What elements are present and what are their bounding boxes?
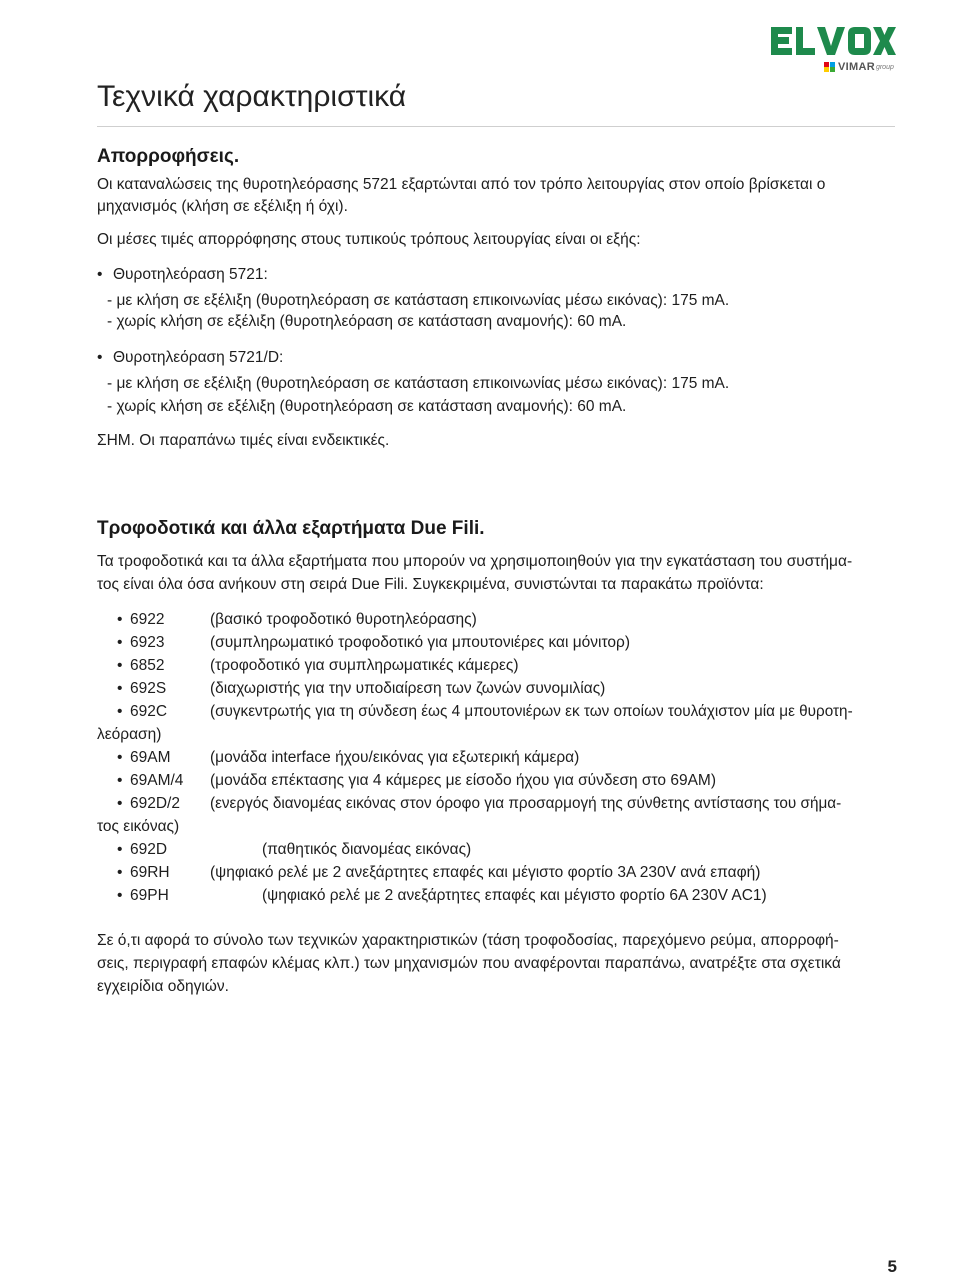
- product-desc: (μονάδα interface ήχου/εικόνας για εξωτερική κάμερα): [210, 749, 580, 766]
- device-line: - με κλήση σε εξέλιξη (θυροτηλεόραση σε κατάσταση επικοινωνίας μέσω εικόνας): 175 mA.: [107, 292, 730, 309]
- product-desc: (τροφοδοτικό για συμπληρωματικές κάμερες): [210, 657, 519, 674]
- product-desc: (βασικό τροφοδοτικό θυροτηλεόρασης): [210, 611, 477, 628]
- absorption-note: ΣΗΜ. Οι παραπάνω τιμές είναι ενδεικτικές.: [97, 432, 390, 449]
- device-line: - χωρίς κλήση σε εξέλιξη (θυροτηλεόραση σε κατάσταση αναμονής): 60 mA.: [107, 313, 627, 330]
- product-code: 692D: [130, 841, 168, 858]
- product-desc: (συμπληρωματικό τροφοδοτικό για μπουτονιέρες και μόνιτορ): [210, 634, 630, 651]
- reference-line-1: Σε ό,τι αφορά το σύνολο των τεχνικών χαρακτηριστικών (τάση τροφοδοσίας, παρεχόμενο ρεύμα, απορροφή-: [97, 932, 839, 949]
- product-code: 692S: [130, 680, 167, 697]
- bullet: •: [117, 611, 123, 628]
- product-desc: (ενεργός διανομέας εικόνας στον όροφο για προσαρμογή της σύνθετης αντίστασης του σήμα-: [210, 795, 842, 812]
- product-code: 692D/2: [130, 795, 180, 812]
- power-intro-line-2: τος είναι όλα όσα ανήκουν στη σειρά Due Fili. Συγκεκριμένα, συνιστώνται τα παρακάτω προϊόντα:: [97, 576, 764, 593]
- product-desc: (συγκεντρωτής για τη σύνδεση έως 4 μπουτονιέρων εκ των οποίων τουλάχιστον μία με θυροτη-: [210, 703, 853, 720]
- product-desc: (παθητικός διανομέας εικόνας): [262, 841, 472, 858]
- brand-logo: [770, 24, 898, 74]
- device-name-5721: Θυροτηλεόραση 5721:: [113, 266, 268, 283]
- bullet: •: [117, 887, 123, 904]
- device-name-5721d: Θυροτηλεόραση 5721/D:: [113, 349, 284, 366]
- bullet: •: [117, 634, 123, 651]
- bullet: •: [117, 864, 123, 881]
- page-title: Τεχνικά χαρακτηριστικά: [97, 80, 407, 113]
- product-code: 6852: [130, 657, 165, 674]
- bullet: •: [117, 841, 123, 858]
- product-desc: (διαχωριστής για την υποδιαίρεση των ζωνών συνομιλίας): [210, 680, 606, 697]
- power-intro-line-1: Τα τροφοδοτικά και τα άλλα εξαρτήματα που μπορούν να χρησιμοποιηθούν για την εγκατάσταση του συστήμα-: [97, 553, 853, 570]
- product-code: 69AM: [130, 749, 171, 766]
- product-code: 692C: [130, 703, 168, 720]
- bullet: •: [97, 266, 103, 283]
- product-desc: (ψηφιακό ρελέ με 2 ανεξάρτητες επαφές και μέγιστο φορτίο 6A 230V AC1): [262, 887, 767, 904]
- product-code: 69AM/4: [130, 772, 184, 789]
- device-line: - χωρίς κλήση σε εξέλιξη (θυροτηλεόραση σε κατάσταση αναμονής): 60 mA.: [107, 398, 627, 415]
- reference-line-2: σεις, περιγραφή επαφών κλέμας κλπ.) των μηχανισμών που αναφέρονται παραπάνω, ανατρέξτε στα σχετικά: [97, 955, 841, 972]
- elvox-logo: [770, 24, 896, 58]
- absorption-intro-line-2: μηχανισμός (κλήση σε εξέλιξη ή όχι).: [97, 198, 348, 215]
- page-number: 5: [887, 1257, 897, 1276]
- product-code: 69PH: [130, 887, 169, 904]
- vimar-name: VIMAR: [838, 61, 875, 73]
- bullet: •: [117, 795, 123, 812]
- product-desc-continued: τος εικόνας): [97, 818, 180, 835]
- bullet: •: [117, 680, 123, 697]
- absorption-average-line: Οι μέσες τιμές απορρόφησης στους τυπικούς τρόπους λειτουργίας είναι οι εξής:: [97, 231, 641, 248]
- bullet: •: [117, 703, 123, 720]
- product-code: 6922: [130, 611, 165, 628]
- title-divider: [97, 126, 895, 127]
- bullet: •: [117, 772, 123, 789]
- product-desc-continued: λεόραση): [97, 726, 162, 743]
- product-desc: (μονάδα επέκτασης για 4 κάμερες με είσοδο ήχου για σύνδεση στο 69AM): [210, 772, 716, 789]
- bullet: •: [117, 749, 123, 766]
- vimar-group-logo: [824, 60, 894, 74]
- vimar-group-suffix: group: [875, 63, 894, 71]
- bullet: •: [97, 349, 103, 366]
- reference-line-3: εγχειρίδια οδηγιών.: [97, 978, 229, 995]
- absorption-heading: Απορροφήσεις.: [97, 146, 240, 167]
- power-heading: Τροφοδοτικά και άλλα εξαρτήματα Due Fili.: [97, 518, 485, 539]
- device-line: - με κλήση σε εξέλιξη (θυροτηλεόραση σε κατάσταση επικοινωνίας μέσω εικόνας): 175 mA.: [107, 375, 730, 392]
- product-desc: (ψηφιακό ρελέ με 2 ανεξάρτητες επαφές και μέγιστο φορτίο 3A 230V ανά επαφή): [210, 864, 761, 881]
- bullet: •: [117, 657, 123, 674]
- absorption-intro-line-1: Οι καταναλώσεις της θυροτηλεόρασης 5721 εξαρτώνται από τον τρόπο λειτουργίας στον οποίο βρίσκεται ο: [97, 176, 826, 193]
- product-code: 6923: [130, 634, 165, 651]
- product-code: 69RH: [130, 864, 170, 881]
- vimar-mark-icon: [824, 62, 835, 73]
